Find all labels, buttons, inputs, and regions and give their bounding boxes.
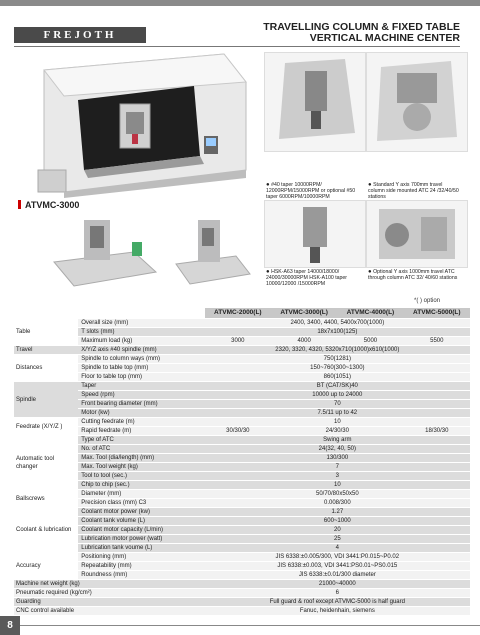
- spec-value: 750(1281): [205, 355, 470, 364]
- category-table: Table: [14, 319, 78, 346]
- spec-value: 0.008/300: [205, 499, 470, 508]
- spec-value: 5500: [404, 337, 470, 346]
- spec-item: Spindle to table top (mm): [78, 364, 204, 373]
- spec-item: Maximum load (kg): [78, 337, 204, 346]
- spec-value: 10: [205, 481, 470, 490]
- caption-column-atc: ● Standard Y axis 700mm travel column side mounted ATC 24 /32/40/50 stations: [368, 182, 459, 200]
- spec-item: No. of ATC: [78, 445, 204, 454]
- page-title: [263, 22, 460, 44]
- spec-value: BT (CAT/SK)40: [205, 382, 470, 391]
- spec-value: 3: [205, 472, 470, 481]
- title-line-1: TRAVELLING COLUMN & FIXED TABLE: [263, 21, 460, 33]
- spec-value: JIS 6338:±0.005/300, VDI 3441:P0.015~P0.02: [205, 553, 470, 562]
- caption-text-2: Standard Y axis 700mm travel column side mounted ATC 24 /32/40/50 stations: [368, 182, 459, 200]
- spec-item: Taper: [78, 382, 204, 391]
- thumbnail-spindle-40: [264, 52, 366, 152]
- header-divider: [14, 46, 460, 47]
- spec-value: Fanuc, heidenhain, siemens: [205, 607, 470, 616]
- thumbnail-hsk-spindle: [264, 200, 366, 268]
- machine-side-image-2: [170, 212, 256, 294]
- spec-item: X/Y/Z axis #40 spindle (mm): [78, 346, 204, 355]
- spec-value: 1.27: [205, 508, 470, 517]
- model-marker: [18, 200, 21, 209]
- spec-value: 18/30/30: [404, 427, 470, 436]
- spec-item: Lubrication motor power (watt): [78, 535, 204, 544]
- caption-text-4: Optional Y axis 1000mm travel ATC through column ATC 32/ 40/60 stations: [368, 269, 458, 281]
- spec-table: [14, 308, 470, 616]
- spec-item: Floor to table top (mm): [78, 373, 204, 382]
- spec-item: Max. Tool (dia/length) (mm): [78, 454, 204, 463]
- column-header: ATVMC-2000(L): [205, 308, 271, 319]
- spec-value: Swing arm: [205, 436, 470, 445]
- spec-value: 24/30/30: [271, 427, 404, 436]
- spec-value: 2400, 3400, 4400, 5400x700(1000): [205, 319, 470, 328]
- spec-item: Front bearing diameter (mm): [78, 400, 204, 409]
- machine-side-image-1: [44, 212, 164, 294]
- spec-value: 30/30/30: [205, 427, 271, 436]
- option-note: *( ) option: [413, 298, 440, 304]
- spec-item: Rapid feedrate (m): [78, 427, 204, 436]
- spec-item: Lubrication tank voume (L): [78, 544, 204, 553]
- spec-value: 7: [205, 463, 470, 472]
- thumbnail-column-atc: [366, 52, 468, 152]
- spec-item: CNC control available: [14, 607, 205, 616]
- top-bar: [0, 0, 480, 6]
- spec-value: 7.5/11 up to 42: [205, 409, 470, 418]
- spec-value: 4000: [271, 337, 337, 346]
- spec-value: Full guard & roof except ATVMC-5000 is half guard: [205, 598, 470, 607]
- category-ballscrews: Ballscrews: [14, 490, 78, 508]
- spec-value: 130/300: [205, 454, 470, 463]
- spec-item: Coolant motor capacity (L/min): [78, 526, 204, 535]
- column-header: ATVMC-5000(L): [404, 308, 470, 319]
- spec-value: 24(32, 40, 50): [205, 445, 470, 454]
- thumbnail-through-column-atc: [366, 200, 468, 268]
- spec-item: Coolant tank volume (L): [78, 517, 204, 526]
- caption-text-1: #40 taper 10000RPM/ 12000RPM/15000RPM or optional #50 taper 6000RPM/10000RPM: [266, 182, 356, 200]
- spec-value: 18x7x100(125): [205, 328, 470, 337]
- spec-value: 50/70/80x50x50: [205, 490, 470, 499]
- spec-item: Speed (rpm): [78, 391, 204, 400]
- category-travel: Travel: [14, 346, 78, 355]
- spec-value: 2320, 3320, 4320, 5320x710(1000)x610(1000): [205, 346, 470, 355]
- spec-value: JIS 6338:±0.003, VDI 3441:PS0.01~PS0.015: [205, 562, 470, 571]
- category-distances: Distances: [14, 355, 78, 382]
- spec-item: Tool to tool (sec.): [78, 472, 204, 481]
- spec-value: 4: [205, 544, 470, 553]
- caption-through-column-atc: ● Optional Y axis 1000mm travel ATC through column ATC 32/ 40/60 stations: [368, 269, 458, 281]
- model-label: [18, 200, 79, 210]
- machine-main-image: [24, 52, 256, 198]
- spec-item: Motor (kw): [78, 409, 204, 418]
- spec-item: Coolant motor power (kw): [78, 508, 204, 517]
- spec-item: Positioning (mm): [78, 553, 204, 562]
- caption-spindle-40: ● #40 taper 10000RPM/ 12000RPM/15000RPM or optional #50 taper 6000RPM/10000RPM: [266, 182, 356, 200]
- corner-cell: [14, 308, 78, 319]
- category-spindle: Spindle: [14, 382, 78, 418]
- model-name: ATVMC-3000: [25, 200, 80, 210]
- spec-item: Overall size (mm): [78, 319, 204, 328]
- spec-item: Cutting feedrate (m): [78, 418, 204, 427]
- spec-value: 860(1051): [205, 373, 470, 382]
- spec-item: Spindle to column ways (mm): [78, 355, 204, 364]
- spec-value: 5000: [337, 337, 403, 346]
- spec-item: Diameter (mm): [78, 490, 204, 499]
- footer-line: [20, 625, 480, 626]
- category-atc: Automatic tool changer: [14, 436, 78, 490]
- spec-item: Type of ATC: [78, 436, 204, 445]
- caption-hsk-spindle: ● HSK-A63 taper 14000/18000/ 24000/30000RPM HSK-A100 taper 10000/12000 /15000RPM: [266, 269, 348, 287]
- brand-logo: FREJOTH: [14, 27, 146, 43]
- spec-item: Precision class (mm) C3: [78, 499, 204, 508]
- spec-value: 20: [205, 526, 470, 535]
- title-line-2: VERTICAL MACHINE CENTER: [309, 32, 460, 44]
- spec-value: 10: [205, 418, 470, 427]
- category-feedrate: Feedrate (X/Y/Z ): [14, 418, 78, 436]
- spec-item: T slots (mm): [78, 328, 204, 337]
- spec-item: Guarding: [14, 598, 205, 607]
- spec-value: 150~760(300~1300): [205, 364, 470, 373]
- spec-item: Chip to chip (sec.): [78, 481, 204, 490]
- spec-item: Repeatability (mm): [78, 562, 204, 571]
- spec-value: 21000~40000: [205, 580, 470, 589]
- item-header-cell: [78, 308, 204, 319]
- spec-value: 70: [205, 400, 470, 409]
- page-number: 8: [0, 616, 20, 635]
- spec-value: 10000 up to 24000: [205, 391, 470, 400]
- column-header: ATVMC-4000(L): [337, 308, 403, 319]
- category-accuracy: Accuracy: [14, 553, 78, 580]
- spec-value: JIS 6338:±0.01/300 diameter: [205, 571, 470, 580]
- spec-value: 600~1000: [205, 517, 470, 526]
- spec-value: 3000: [205, 337, 271, 346]
- caption-text-3: HSK-A63 taper 14000/18000/ 24000/30000RPM HSK-A100 taper 10000/12000 /15000RPM: [266, 269, 348, 287]
- spec-value: 25: [205, 535, 470, 544]
- spec-item: Roundness (mm): [78, 571, 204, 580]
- spec-item: Pneumatic required (kg/cm²): [14, 589, 205, 598]
- category-coolant: Coolant & lubrication: [14, 508, 78, 553]
- spec-value: 6: [205, 589, 470, 598]
- column-header: ATVMC-3000(L): [271, 308, 337, 319]
- spec-item: Max. Tool weight (kg): [78, 463, 204, 472]
- spec-item: Machine net weight (kg): [14, 580, 205, 589]
